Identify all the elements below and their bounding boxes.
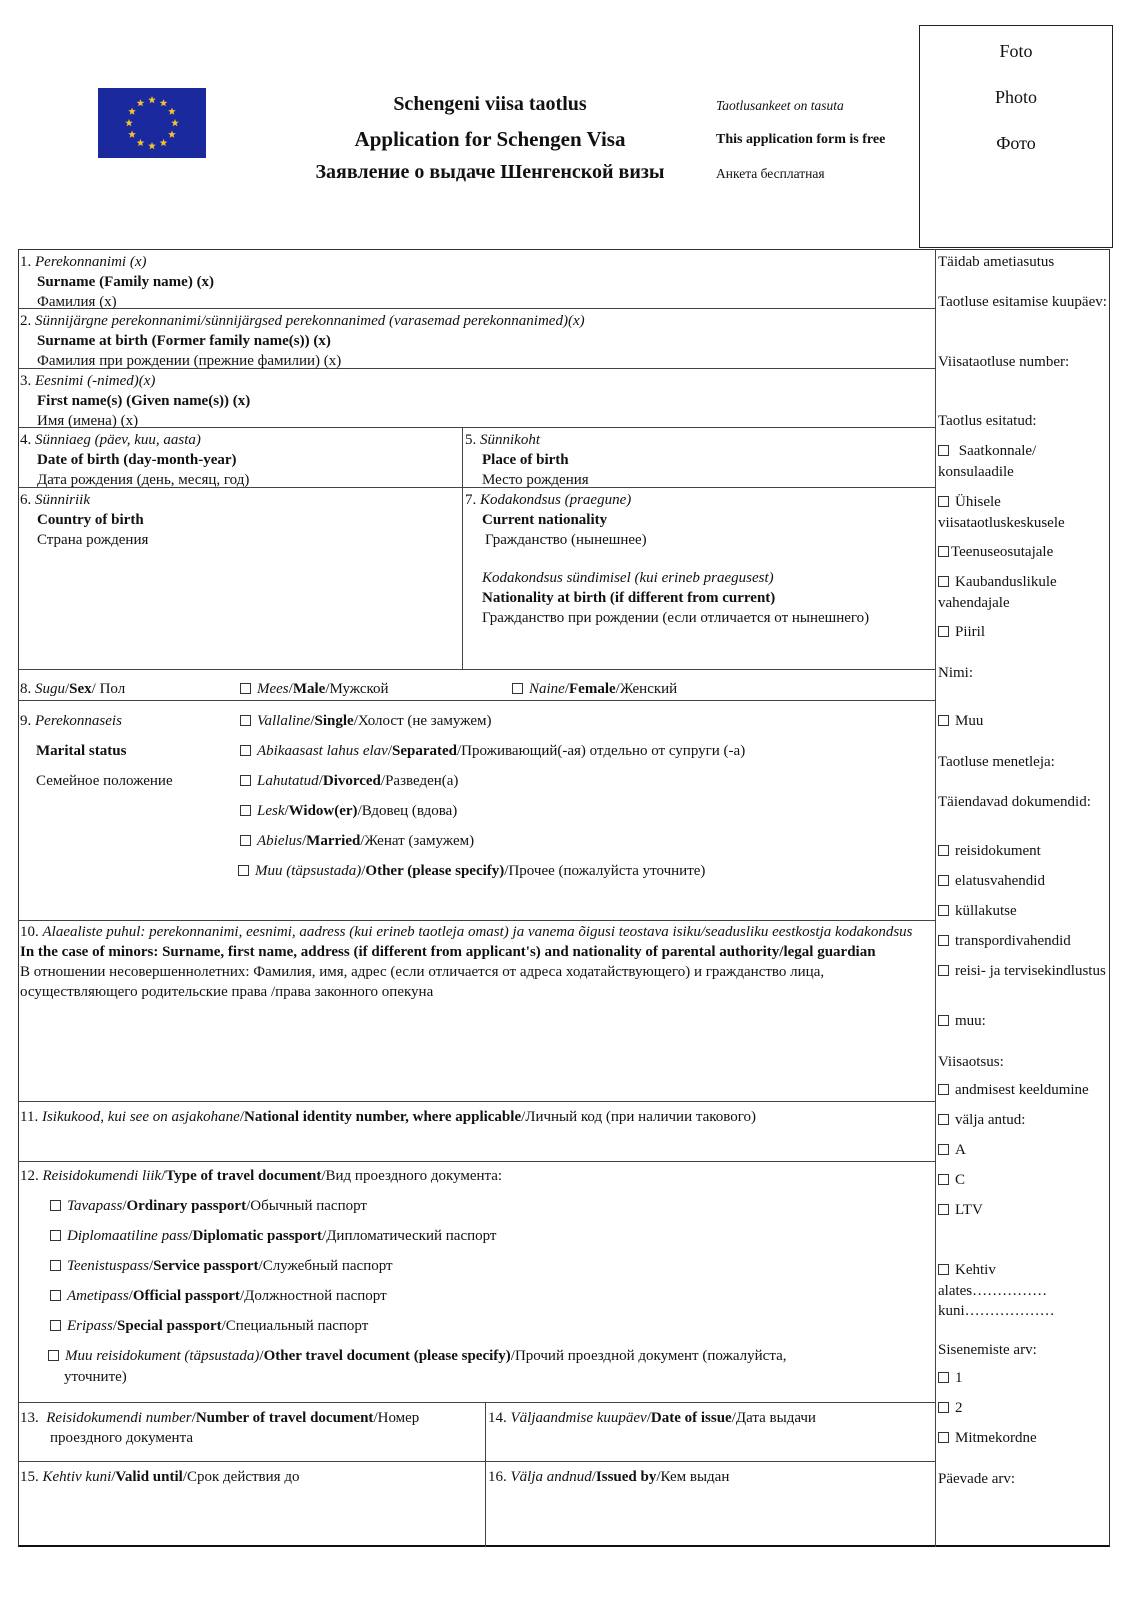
option-ru: Мужской <box>329 681 389 697</box>
label-et: Perekonnaseis <box>35 713 122 729</box>
checkbox-icon[interactable] <box>938 576 949 587</box>
field-2-surname-at-birth[interactable] <box>20 311 920 371</box>
title-estonian: Schengeni viisa taotlus <box>393 93 587 115</box>
label-en: Place of birth <box>482 452 569 468</box>
doc-option-other[interactable] <box>938 1011 1110 1032</box>
option-et: Muu (täpsustada) <box>255 863 362 879</box>
option-en: Diplomatic passport <box>192 1228 323 1244</box>
label-ru: Место рождения <box>482 472 589 488</box>
option-en: Married <box>306 833 361 849</box>
marital-option-separated[interactable]: Abikaasast lahus elav/Separated/Проживающий(-ая) отдельно от супруги (-а) <box>240 741 745 761</box>
option-label: C <box>955 1172 966 1188</box>
valid-to-field[interactable]: kuni……………… <box>938 1303 1055 1319</box>
option-ru: Женский <box>619 681 678 697</box>
label-ru: Пол <box>95 681 126 697</box>
travel-doc-option-diplomatic[interactable]: Diplomaatiline pass/Diplomatic passport/Дипломатический паспорт <box>50 1226 496 1246</box>
checkbox-icon[interactable] <box>938 935 949 946</box>
label-et: Sünnikoht <box>480 432 540 448</box>
submitted-option-embassy[interactable] <box>938 441 1110 483</box>
checkbox-icon[interactable] <box>512 683 523 694</box>
option-en: Female <box>569 681 616 697</box>
official-name-label: Nimi: <box>938 665 974 681</box>
option-en: Separated <box>392 743 457 759</box>
option-label: Kaubanduslikule vahendajale <box>938 574 1057 611</box>
checkbox-icon[interactable] <box>938 626 949 637</box>
doc-option-invitation[interactable] <box>938 901 1110 922</box>
label-et: Sünnijärgne perekonnanimi/sünnijärgsed perekonnanimed (varasemad perekonnanimed)(x) <box>35 313 585 329</box>
label-en: Date of birth (day-month-year) <box>37 452 237 468</box>
option-label: Ühisele viisataotluskeskusele <box>938 494 1065 531</box>
label-ru: Личный код (при наличии такового) <box>525 1109 757 1125</box>
official-handler-label: Taotluse menetleja: <box>938 754 1055 770</box>
option-en: Single <box>314 713 354 729</box>
option-label: 2 <box>955 1400 963 1416</box>
entries-option-2[interactable] <box>938 1398 1110 1419</box>
label-ru: Фамилия при рождении (прежние фамилии) (x) <box>37 353 342 369</box>
option-ru: Должностной паспорт <box>244 1288 387 1304</box>
checkbox-icon[interactable] <box>938 546 949 557</box>
marital-option-single[interactable]: Vallaline/Single/Холост (не замужем) <box>240 711 492 731</box>
title-english: Application for Schengen Visa <box>354 127 626 151</box>
checkbox-icon[interactable] <box>938 965 949 976</box>
field-6-country-of-birth[interactable] <box>20 490 460 550</box>
decision-option-a[interactable] <box>938 1140 1110 1161</box>
option-en: Other travel document (please specify) <box>263 1348 511 1364</box>
label-en-at-birth: Nationality at birth (if different from current) <box>482 590 776 606</box>
checkbox-icon[interactable] <box>938 1174 949 1185</box>
label-en: Current nationality <box>482 512 608 528</box>
option-label: küllakutse <box>955 903 1017 919</box>
checkbox-icon[interactable] <box>938 1432 949 1443</box>
doc-option-travel-document[interactable] <box>938 841 1110 862</box>
checkbox-icon[interactable] <box>938 1204 949 1215</box>
marital-option-married[interactable]: Abielus/Married/Женат (замужем) <box>240 831 474 851</box>
field-13-travel-doc-number[interactable]: 13. Reisidokumendi number/Number of travel document/Номер проездного документа <box>20 1408 482 1448</box>
field-number: 5. <box>465 432 477 448</box>
option-label: välja antud: <box>955 1112 1026 1128</box>
field-number: 15. <box>20 1469 39 1485</box>
option-ru: Разведен(а) <box>385 773 459 789</box>
official-decision-label: Viisaotsus: <box>938 1054 1004 1070</box>
option-label: reisi- ja tervisekindlustus <box>955 963 1106 979</box>
option-et: Muu reisidokument (täpsustada) <box>65 1348 260 1364</box>
marital-option-divorced[interactable]: Lahutatud/Divorced/Разведен(а) <box>240 771 458 791</box>
option-en: Widow(er) <box>288 803 358 819</box>
option-ru: Вдовец (вдова) <box>361 803 458 819</box>
option-ru: Служебный паспорт <box>262 1258 393 1274</box>
option-et: Tavapass <box>67 1198 123 1214</box>
field-number: 8. <box>20 681 32 697</box>
option-ru: Обычный паспорт <box>250 1198 367 1214</box>
checkbox-icon[interactable] <box>938 1264 949 1275</box>
option-en: Official passport <box>132 1288 240 1304</box>
label-ru: В отношении несовершеннолетних: Фамилия, имя, адрес (если отличается от адреса ходатайствующего) и гражданство лица, осуществляющего родительские права /права законного опекуна <box>20 964 825 1000</box>
decision-option-ltv[interactable] <box>938 1200 1110 1221</box>
option-label: LTV <box>955 1202 983 1218</box>
label-en: Valid until <box>115 1469 183 1485</box>
option-label: Mitmekordne <box>955 1430 1037 1446</box>
travel-doc-option-official[interactable]: Ametipass/Official passport/Должностной паспорт <box>50 1286 387 1306</box>
checkbox-icon[interactable] <box>48 1350 59 1361</box>
checkbox-icon[interactable] <box>50 1200 61 1211</box>
checkbox-icon[interactable] <box>240 745 251 756</box>
marital-option-other[interactable]: Muu (täpsustada)/Other (please specify)/Прочее (пожалуйста уточните) <box>238 861 705 881</box>
option-ru: Прочий проездной документ (пожалуйста, <box>514 1348 787 1364</box>
label-ru: Имя (имена) (x) <box>37 413 139 429</box>
official-supporting-docs-label: Täiendavad dokumendid: <box>938 794 1091 810</box>
field-9-marital-label-et <box>20 711 122 731</box>
doc-option-insurance[interactable] <box>938 961 1110 982</box>
sex-option-male[interactable]: Mees/Male/Мужской <box>240 679 389 699</box>
option-et: Lesk <box>257 803 285 819</box>
label-en: Country of birth <box>37 512 144 528</box>
field-number: 7. <box>465 492 477 508</box>
option-en: Service passport <box>153 1258 259 1274</box>
option-en: Special passport <box>117 1318 222 1334</box>
checkbox-icon[interactable] <box>938 1144 949 1155</box>
label-et: Kehtiv kuni <box>42 1469 112 1485</box>
decision-option-c[interactable] <box>938 1170 1110 1191</box>
label-et: Reisidokumendi liik <box>42 1168 162 1184</box>
field-1-surname[interactable] <box>20 252 920 312</box>
official-submission-date-label: Taotluse esitamise kuupäev: <box>938 294 1107 310</box>
label-ru: Фамилия (x) <box>37 294 117 310</box>
label-et: Isikukood, kui see on asjakohane <box>41 1109 240 1125</box>
official-days-label: Päevade arv: <box>938 1471 1016 1487</box>
field-number: 13. <box>20 1410 39 1426</box>
checkbox-icon[interactable] <box>240 805 251 816</box>
label-et-at-birth: Kodakondsus sündimisel (kui erineb praegusest) <box>482 570 774 586</box>
field-9-marital-label-en: Marital status <box>36 743 127 759</box>
option-et: Mees <box>257 681 289 697</box>
field-number: 10. <box>20 924 39 940</box>
checkbox-icon[interactable] <box>938 496 949 507</box>
label-et: Sugu <box>35 681 65 697</box>
entries-option-1[interactable] <box>938 1368 1110 1389</box>
label-et: Sünniriik <box>35 492 90 508</box>
checkbox-icon[interactable] <box>50 1290 61 1301</box>
field-number: 16. <box>488 1469 507 1485</box>
checkbox-icon[interactable] <box>938 1084 949 1095</box>
checkbox-icon[interactable] <box>938 875 949 886</box>
submitted-option-other[interactable] <box>938 711 1110 732</box>
field-5-place-of-birth[interactable] <box>465 430 925 490</box>
option-et: Naine <box>529 681 565 697</box>
label-ru-cont: проездного документа <box>50 1430 193 1446</box>
decision-option-issued[interactable] <box>938 1110 1110 1131</box>
checkbox-icon[interactable] <box>50 1260 61 1271</box>
field-3-first-names[interactable] <box>20 371 920 431</box>
label-ru: Вид проездного документа: <box>325 1168 503 1184</box>
option-et: Diplomaatiline pass <box>67 1228 189 1244</box>
label-en: Type of travel document <box>165 1168 322 1184</box>
official-heading: Täidab ametiasutus <box>938 254 1055 270</box>
field-15-valid-until[interactable]: 15. Kehtiv kuni/Valid until/Срок действия до <box>20 1469 300 1485</box>
option-ru: Проживающий(-ая) отдельно от супруги (-а) <box>461 743 746 759</box>
label-ru: Дата выдачи <box>735 1410 816 1426</box>
photo-label-en: Photo <box>994 87 1037 107</box>
option-label: Teenuseosutajale <box>951 544 1054 560</box>
label-et: Välja andnud <box>510 1469 592 1485</box>
valid-from-field[interactable]: alates…………… <box>938 1283 1048 1299</box>
option-ru: Женат (замужем) <box>364 833 475 849</box>
checkbox-icon[interactable] <box>938 1372 949 1383</box>
option-label: elatusvahendid <box>955 873 1045 889</box>
field-9-marital-label-ru: Семейное положение <box>36 773 173 789</box>
label-et: Sünniaeg (päev, kuu, aasta) <box>35 432 201 448</box>
checkbox-icon[interactable] <box>238 865 249 876</box>
entries-option-multiple[interactable] <box>938 1428 1110 1449</box>
option-label: A <box>955 1142 966 1158</box>
travel-doc-option-other[interactable]: Muu reisidokument (täpsustada)/Other travel document (please specify)/Прочий проездной документ (пожалуйста, <box>48 1346 786 1366</box>
checkbox-icon[interactable] <box>938 1402 949 1413</box>
sex-option-female[interactable]: Naine/Female/Женский <box>512 679 677 699</box>
label-et: Eesnimi (-nimed)(x) <box>35 373 156 389</box>
official-application-number-label: Viisataotluse number: <box>938 354 1070 370</box>
photo-label-et: Foto <box>999 41 1033 61</box>
option-label: Muu <box>955 713 984 729</box>
submitted-option-border[interactable] <box>938 622 1110 643</box>
field-number: 4. <box>20 432 32 448</box>
field-number: 2. <box>20 313 32 329</box>
field-number: 11. <box>20 1109 39 1125</box>
label-ru: Срок действия до <box>186 1469 300 1485</box>
label-et: Väljaandmise kuupäev <box>510 1410 647 1426</box>
option-et: Abielus <box>257 833 302 849</box>
option-label: Saatkonnale/ konsulaadile <box>938 443 1037 480</box>
field-7-nationality[interactable] <box>465 490 933 628</box>
checkbox-icon[interactable] <box>50 1320 61 1331</box>
option-en: Divorced <box>322 773 381 789</box>
label-ru: Страна рождения <box>37 532 149 548</box>
option-label: Kehtiv <box>955 1262 996 1278</box>
doc-option-transport[interactable] <box>938 931 1110 952</box>
label-et: Perekonnanimi (x) <box>35 254 147 270</box>
marital-option-widowed[interactable]: Lesk/Widow(er)/Вдовец (вдова) <box>240 801 457 821</box>
title-russian: Заявление о выдаче Шенгенской визы <box>315 161 665 183</box>
field-number: 9. <box>20 713 32 729</box>
label-en: Sex <box>69 681 92 697</box>
photo-box[interactable] <box>919 25 1113 248</box>
option-label: Piiril <box>955 624 986 640</box>
checkbox-icon[interactable] <box>240 835 251 846</box>
label-ru: Номер <box>377 1410 420 1426</box>
option-en: Male <box>292 681 326 697</box>
photo-label-ru: Фото <box>996 133 1036 153</box>
checkbox-icon[interactable] <box>938 905 949 916</box>
checkbox-icon[interactable] <box>240 683 251 694</box>
label-en: Issued by <box>595 1469 657 1485</box>
submitted-option-service-provider[interactable] <box>938 542 1110 563</box>
label-ru: Дата рождения (день, месяц, год) <box>37 472 250 488</box>
decision-option-refused[interactable] <box>938 1080 1112 1101</box>
checkbox-icon[interactable] <box>240 775 251 786</box>
field-number: 12. <box>20 1168 39 1184</box>
label-et: Alaealiste puhul: perekonnanimi, eesnimi, aadress (kui erineb taotleja omast) ja vanema õigusi teostava isiku/seadusliku eestkostja kodakondsus <box>42 924 913 940</box>
option-label: muu: <box>955 1013 986 1029</box>
label-en: National identity number, where applicable <box>244 1109 522 1125</box>
travel-doc-option-ordinary[interactable]: Tavapass/Ordinary passport/Обычный паспорт <box>50 1196 367 1216</box>
checkbox-icon[interactable] <box>938 445 949 456</box>
checkbox-icon[interactable] <box>938 1015 949 1026</box>
label-en: Surname (Family name) (x) <box>37 274 215 290</box>
option-label: 1 <box>955 1370 963 1386</box>
option-en: Other (please specify) <box>365 863 505 879</box>
field-16-issued-by[interactable]: 16. Välja andnud/Issued by/Кем выдан <box>488 1469 730 1485</box>
field-14-date-of-issue[interactable]: 14. Väljaandmise kuupäev/Date of issue/Дата выдачи <box>488 1410 816 1426</box>
free-note-russian: Анкета бесплатная <box>716 166 825 181</box>
checkbox-icon[interactable] <box>938 715 949 726</box>
option-et: Teenistuspass <box>67 1258 149 1274</box>
field-number: 14. <box>488 1410 507 1426</box>
travel-doc-option-service[interactable]: Teenistuspass/Service passport/Служебный паспорт <box>50 1256 393 1276</box>
option-ru: Дипломатический паспорт <box>326 1228 497 1244</box>
option-label: andmisest keeldumine <box>955 1082 1089 1098</box>
label-en: In the case of minors: Surname, first name, address (if different from applicant's) and nationality of parental authority/legal guardian <box>20 944 876 960</box>
checkbox-icon[interactable] <box>938 1114 949 1125</box>
official-entries-label: Sisenemiste arv: <box>938 1342 1037 1358</box>
option-en: Ordinary passport <box>126 1198 247 1214</box>
label-et: Kodakondsus (praegune) <box>480 492 632 508</box>
field-number: 3. <box>20 373 32 389</box>
checkbox-icon[interactable] <box>50 1230 61 1241</box>
label-en: Number of travel document <box>195 1410 374 1426</box>
travel-doc-option-special[interactable]: Eripass/Special passport/Специальный паспорт <box>50 1316 368 1336</box>
label-ru-at-birth: Гражданство при рождении (если отличается от нынешнего) <box>482 610 870 626</box>
checkbox-icon[interactable] <box>938 845 949 856</box>
label-en: Surname at birth (Former family name(s)) (x) <box>37 333 331 349</box>
travel-doc-option-other-cont: уточните) <box>64 1369 127 1385</box>
option-ru: Специальный паспорт <box>225 1318 369 1334</box>
field-8-sex-label: 8. Sugu/Sex/ Пол <box>20 681 126 697</box>
option-et: Lahutatud <box>257 773 319 789</box>
option-ru: Холост (не замужем) <box>357 713 492 729</box>
label-en: Date of issue <box>650 1410 732 1426</box>
submitted-option-visa-centre[interactable] <box>938 492 1110 534</box>
option-ru: Прочее (пожалуйста уточните) <box>508 863 706 879</box>
eu-flag-icon <box>98 88 206 158</box>
decision-option-valid[interactable] <box>938 1260 1110 1281</box>
free-note-english: This application form is free <box>716 132 886 147</box>
option-et: Abikaasast lahus elav <box>257 743 388 759</box>
option-label: transpordivahendid <box>955 933 1071 949</box>
option-et: Ametipass <box>67 1288 129 1304</box>
field-4-date-of-birth[interactable] <box>20 430 460 490</box>
option-et: Eripass <box>67 1318 113 1334</box>
label-en: First name(s) (Given name(s)) (x) <box>37 393 251 409</box>
doc-option-means-of-subsistence[interactable] <box>938 871 1110 892</box>
field-11-national-id[interactable]: 11. Isikukood, kui see on asjakohane/National identity number, where applicable/Личный код (при наличии такового) <box>20 1109 757 1125</box>
official-submitted-at-label: Taotlus esitatud: <box>938 413 1037 429</box>
field-number: 1. <box>20 254 32 270</box>
field-10-minors-guardian[interactable] <box>20 922 925 1002</box>
submitted-option-intermediary[interactable] <box>938 572 1110 614</box>
field-12-travel-doc-type: 12. Reisidokumendi liik/Type of travel document/Вид проездного документа: <box>20 1168 503 1184</box>
checkbox-icon[interactable] <box>240 715 251 726</box>
option-et: Vallaline <box>257 713 311 729</box>
label-ru: Гражданство (нынешнее) <box>485 532 647 548</box>
option-label: reisidokument <box>955 843 1041 859</box>
label-ru: Кем выдан <box>660 1469 730 1485</box>
free-note-estonian: Taotlusankeet on tasuta <box>716 98 844 113</box>
field-number: 6. <box>20 492 32 508</box>
label-et: Reisidokumendi number <box>46 1410 192 1426</box>
